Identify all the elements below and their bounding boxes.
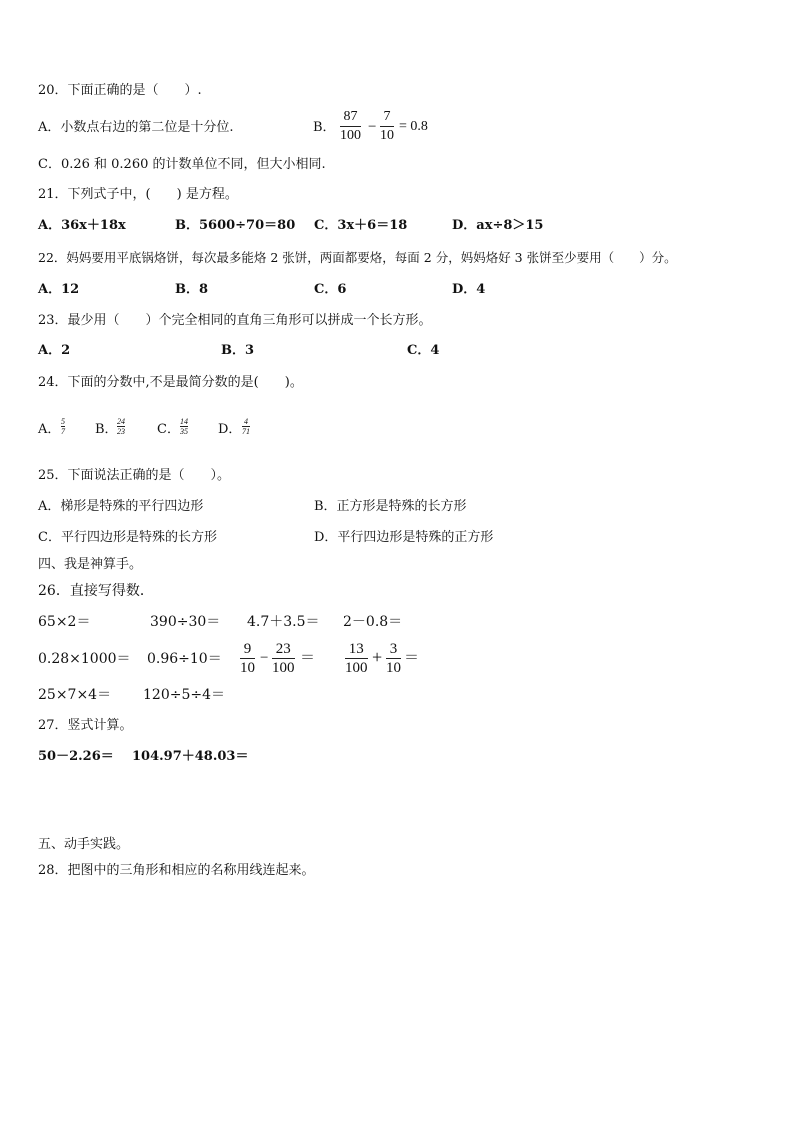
q26-item-8-fraction-1 (345, 641, 368, 676)
q23-option-b: B．3 (221, 343, 255, 358)
q25-option-b: B．正方形是特殊的长方形 (314, 499, 467, 514)
q26-item-4: 2－0.8＝ (343, 614, 403, 630)
q26-item-5: 0.28×1000＝ (38, 651, 131, 667)
q26-item-6: 0.96÷10＝ (147, 651, 222, 667)
q23-stem: 23．最少用（ ）个完全相同的直角三角形可以拼成一个长方形。 (38, 313, 432, 328)
q21-option-c: C．3x＋6＝18 (314, 218, 408, 233)
denominator: 71 (242, 427, 250, 436)
fraction-bar (386, 658, 401, 659)
q21-option-a: A．36x＋18x (38, 218, 126, 233)
denominator: 10 (386, 660, 401, 676)
fraction-bar (340, 126, 361, 127)
denominator: 35 (180, 427, 188, 436)
denominator: 10 (240, 660, 255, 676)
numerator: 14 (180, 417, 188, 426)
q27-stem: 27．竖式计算。 (38, 718, 133, 733)
numerator: 7 (383, 109, 391, 124)
q24-option-a-label: A． (38, 422, 61, 437)
numerator: 3 (389, 641, 398, 657)
q20-stem: 20．下面正确的是（ ）. (38, 83, 202, 98)
q26-item-1: 65×2＝ (38, 614, 91, 630)
q24-option-d-fraction (242, 417, 250, 436)
q27-expression-1: 50－2.26＝ (38, 749, 114, 764)
q22-option-a: A．12 (38, 282, 80, 297)
q28-stem: 28．把图中的三角形和相应的名称用线连起来。 (38, 863, 315, 878)
q20-option-b-fraction-1 (340, 109, 361, 144)
numerator: 87 (343, 109, 358, 124)
q21-stem: 21．下列式子中，( ) 是方程。 (38, 187, 238, 202)
q21-option-d: D．ax÷8＞15 (452, 218, 544, 233)
q22-stem: 22．妈妈要用平底锅烙饼，每次最多能烙 2 张饼，两面都要烙，每面 2 分，妈妈烙好 3 张饼至少要用（ ）分。 (38, 250, 677, 265)
fraction-bar (272, 658, 295, 659)
minus-sign: − (368, 119, 377, 135)
q26-item-3: 4.7＋3.5＝ (247, 614, 320, 630)
q20-option-b-fraction-2 (380, 109, 394, 144)
q24-option-d-label: D． (218, 422, 242, 437)
q25-stem: 25．下面说法正确的是（ ）。 (38, 468, 231, 483)
denominator: 23 (117, 427, 125, 436)
q25-option-a: A．梯形是特殊的平行四边形 (38, 499, 204, 514)
q26-item-7-fraction-1 (240, 641, 255, 676)
q24-option-b-fraction (117, 417, 125, 436)
q25-option-c: C．平行四边形是特殊的长方形 (38, 530, 217, 545)
q20-option-a: A．小数点右边的第二位是十分位. (38, 120, 234, 135)
numerator: 9 (243, 641, 252, 657)
section-5-title: 五、动手实践。 (38, 837, 130, 852)
q20-option-b-label: B． (313, 120, 336, 135)
q20-option-b-result: = 0.8 (399, 119, 428, 134)
q22-option-b: B．8 (175, 282, 209, 297)
q23-option-c: C．4 (407, 343, 440, 358)
denominator: 100 (345, 660, 368, 676)
plus-sign: + (372, 647, 383, 667)
q22-option-c: C．6 (314, 282, 347, 297)
fraction-bar (380, 126, 394, 127)
numerator: 5 (61, 417, 65, 426)
equals-sign: ＝ (404, 650, 420, 666)
q26-item-2: 390÷30＝ (150, 614, 221, 630)
numerator: 13 (348, 641, 364, 657)
q26-stem: 26．直接写得数． (38, 583, 154, 599)
minus-sign: − (260, 650, 269, 666)
q20-option-c: C．0.26 和 0.260 的计数单位不同，但大小相同. (38, 157, 326, 172)
q24-option-c-fraction (180, 417, 188, 436)
section-4-title: 四、我是神算手。 (38, 557, 143, 572)
fraction-bar (345, 658, 368, 659)
q24-option-b-label: B． (95, 422, 118, 437)
equals-sign: ＝ (300, 650, 316, 666)
q24-option-c-label: C． (157, 422, 180, 437)
q26-item-10: 120÷5÷4＝ (143, 687, 225, 703)
q26-item-7-fraction-2 (272, 641, 295, 676)
fraction-bar (240, 658, 255, 659)
denominator: 7 (61, 427, 65, 436)
numerator: 24 (117, 417, 125, 426)
denominator: 100 (272, 660, 295, 676)
q24-option-a-fraction (61, 417, 65, 436)
q26-item-9: 25×7×4＝ (38, 687, 112, 703)
q22-option-d: D．4 (452, 282, 486, 297)
numerator: 4 (244, 417, 248, 426)
q21-option-b: B．5600÷70＝80 (175, 218, 296, 233)
q24-stem: 24．下面的分数中,不是最简分数的是( )。 (38, 375, 303, 390)
q25-option-d: D．平行四边形是特殊的正方形 (314, 530, 494, 545)
q26-item-8-fraction-2 (386, 641, 401, 676)
q27-expression-2: 104.97＋48.03＝ (132, 749, 249, 764)
numerator: 23 (275, 641, 291, 657)
denominator: 100 (340, 128, 361, 143)
denominator: 10 (380, 128, 394, 143)
q23-option-a: A．2 (38, 343, 71, 358)
